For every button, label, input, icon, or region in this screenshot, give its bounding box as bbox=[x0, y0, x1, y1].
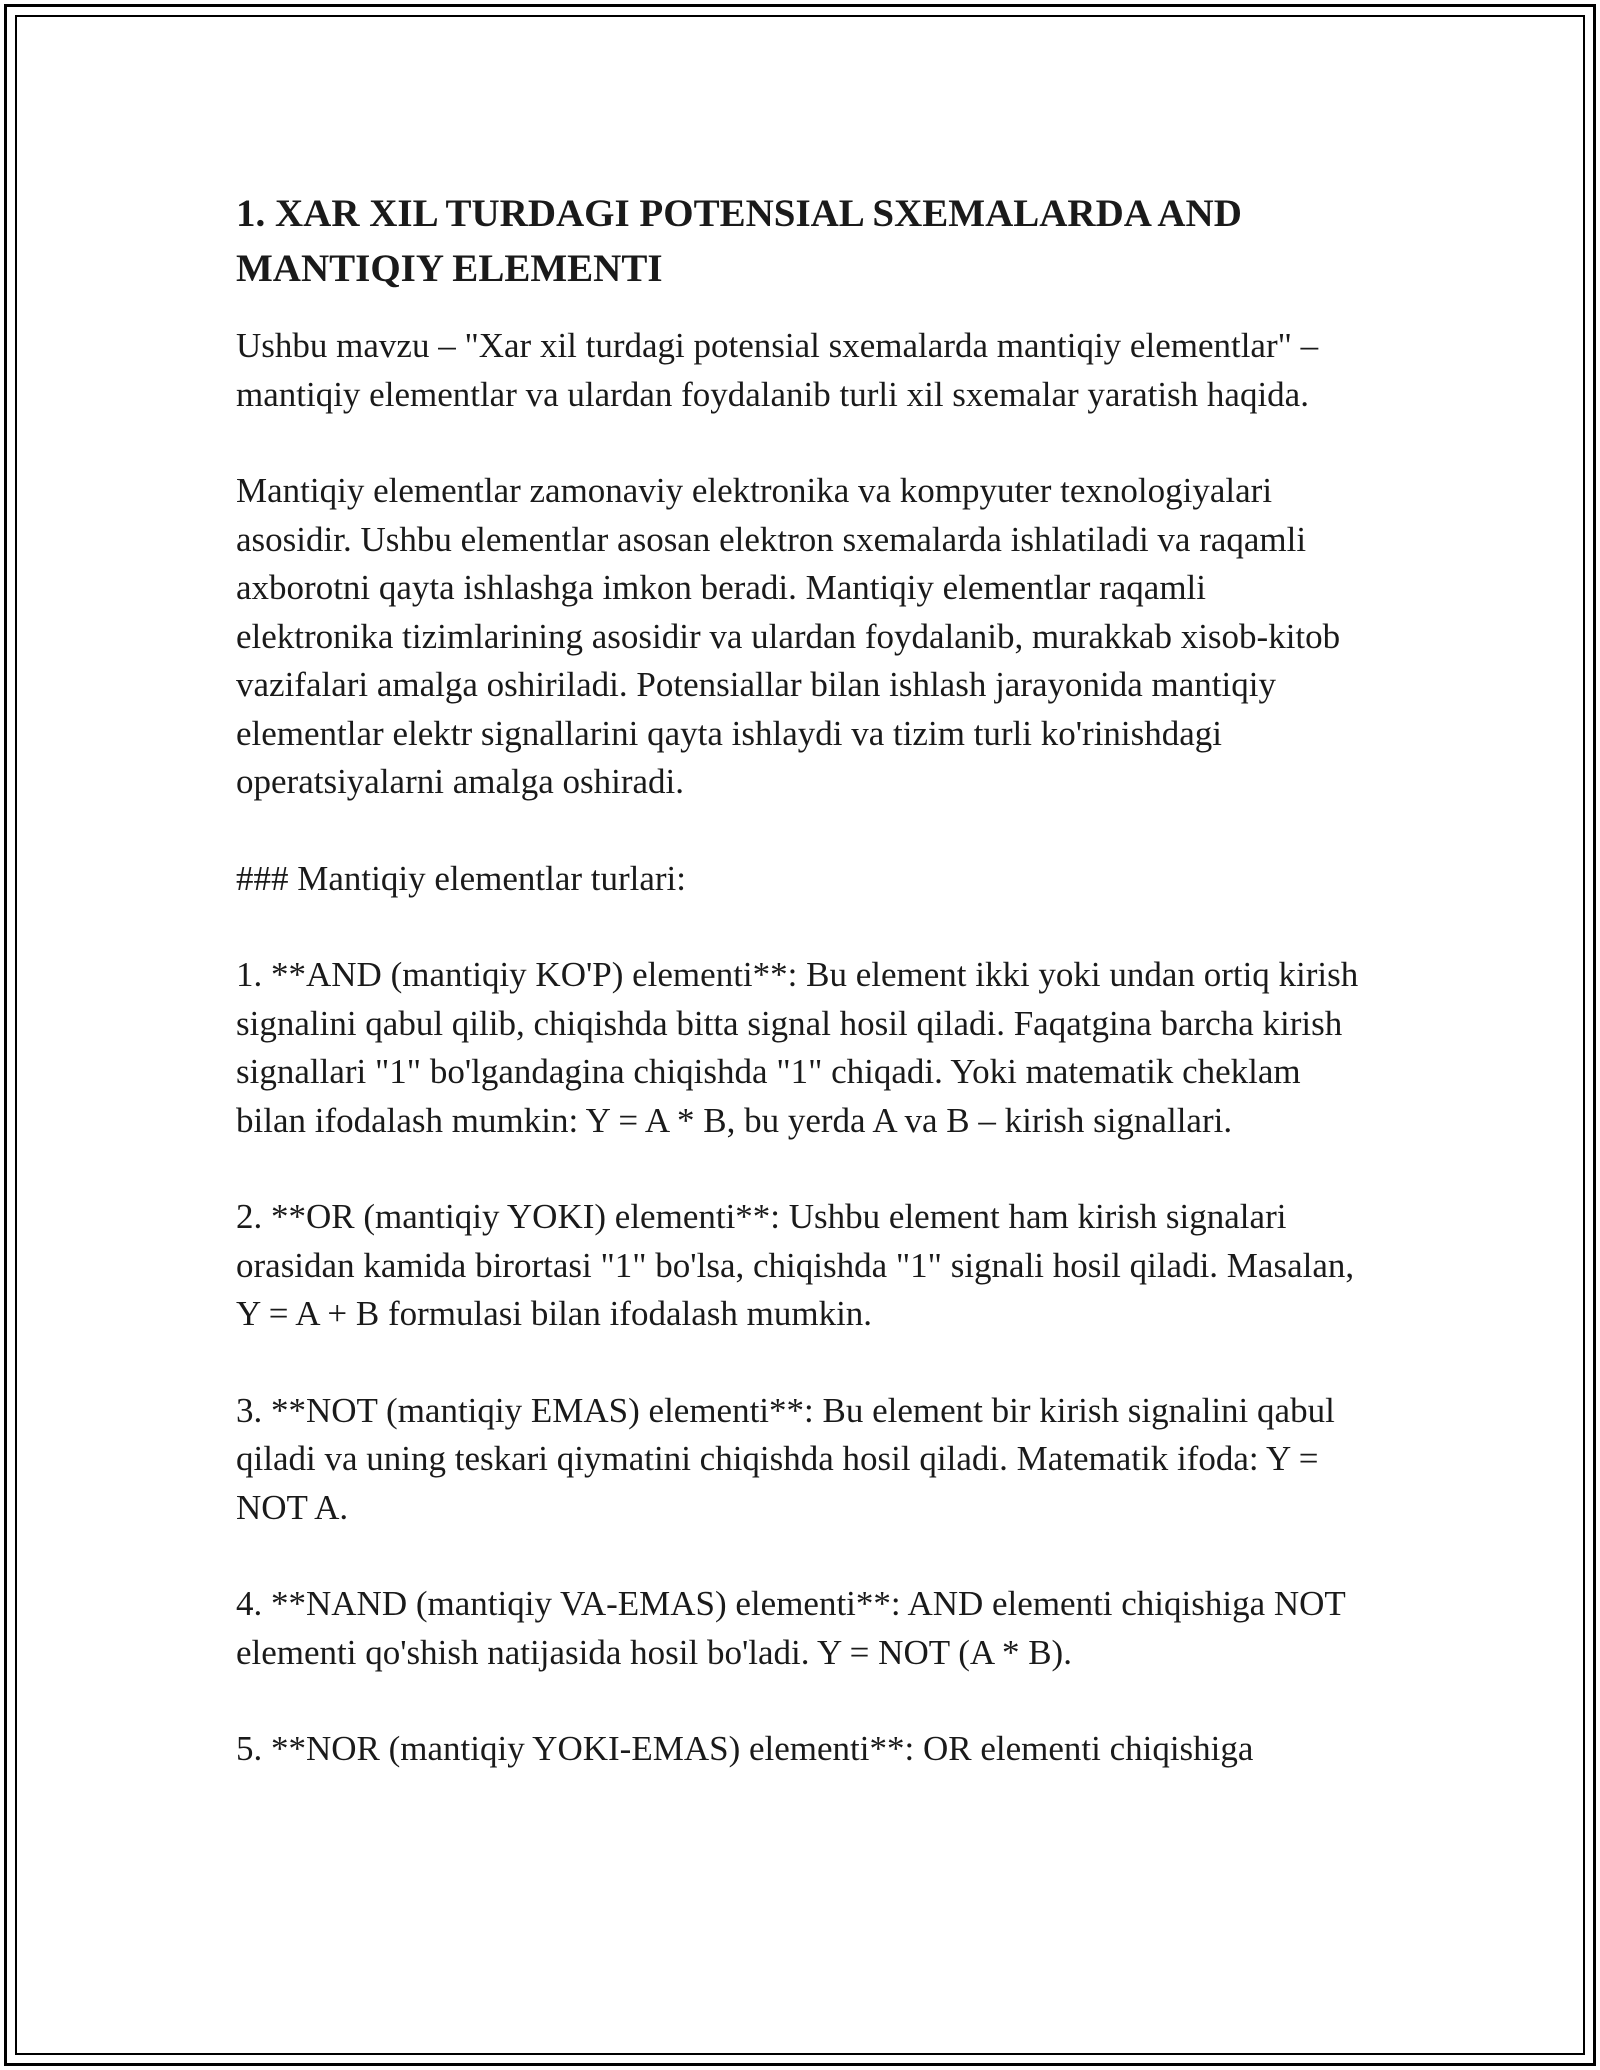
page-title bbox=[236, 186, 1366, 296]
not-element-paragraph: 3. **NOT (mantiqiy EMAS) elementi**: Bu element bir kirish signalini qabul qiladi va uning teskari qiymatini chiqishda hosil qiladi. Matematik ifoda: Y = NOT A. bbox=[236, 1390, 1335, 1527]
document-body bbox=[236, 186, 1366, 1774]
page-title-line-1: 1. XAR XIL TURDAGI POTENSIAL SXEMALARDA AND bbox=[236, 192, 1242, 235]
nor-element-paragraph: 5. **NOR (mantiqiy YOKI-EMAS) elementi**: OR elementi chiqishiga bbox=[236, 1729, 1254, 1768]
overview-paragraph: Mantiqiy elementlar zamonaviy elektronika va kompyuter texnologiyalari asosidir. Ushbu elementlar asosan elektron sxemalarda ishlatiladi va raqamli axborotni qayta ishlashga imkon beradi. Mantiqiy elementlar raqamli elektronika tizimlarining asosidir va ulardan foydalanib, murakkab xisob-kitob vazifalari amalga oshiriladi. Potensiallar bilan ishlash jarayonida mantiqiy elementlar elektr signallarini qayta ishlaydi va tizim turli ko'rinishdagi operatsiyalarni amalga oshiradi. bbox=[236, 471, 1341, 801]
section-heading-paragraph: ### Mantiqiy elementlar turlari: bbox=[236, 858, 687, 898]
and-element-paragraph: 1. **AND (mantiqiy KO'P) elementi**: Bu element ikki yoki undan ortiq kirish signalini qabul qilib, chiqishda bitta signal hosil qiladi. Faqatgina barcha kirish signallari "1" bo'lgandagina chiqishda "1" chiqadi. Yoki matematik cheklam bilan ifodalash mumkin: Y = A * B, bu yerda A va B – kirish signallari. bbox=[236, 955, 1359, 1140]
page-title-line-2: MANTIQIY ELEMENTI bbox=[236, 247, 663, 290]
or-element-paragraph: 2. **OR (mantiqiy YOKI) elementi**: Ushbu element ham kirish signalari orasidan kamida birortasi "1" bo'lsa, chiqishda "1" signali hosil qiladi. Masalan, Y = A + B formulasi bilan ifodalash mumkin. bbox=[236, 1197, 1355, 1333]
nand-element-paragraph: 4. **NAND (mantiqiy VA-EMAS) elementi**: AND elementi chiqishiga NOT elementi qo'shish natijasida hosil bo'ladi. Y = NOT (A * B). bbox=[236, 1584, 1346, 1672]
intro-paragraph: Ushbu mavzu – "Xar xil turdagi potensial sxemalarda mantiqiy elementlar" – mantiqiy elementlar va ulardan foydalanib turli xil sxemalar yaratish haqida. bbox=[236, 326, 1319, 414]
